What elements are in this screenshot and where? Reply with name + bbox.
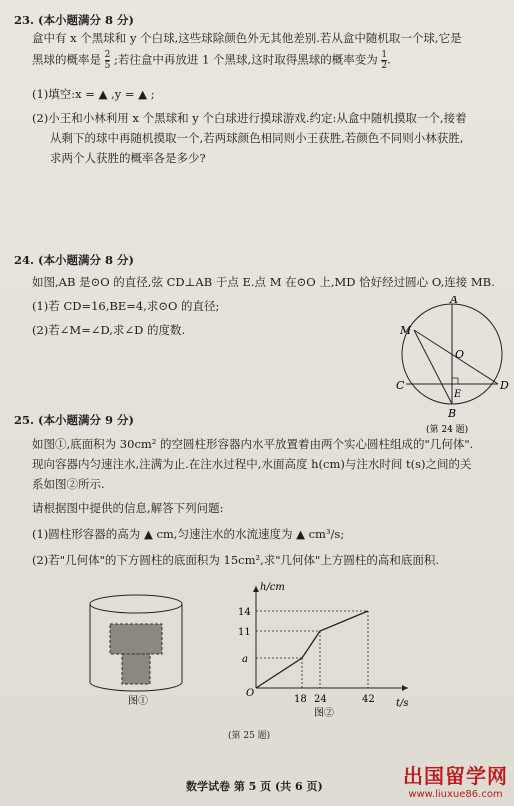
x-axis-arrow: [402, 685, 408, 691]
y-axis-label: h/cm: [260, 582, 285, 593]
label-a: A: [450, 296, 458, 306]
q25-part2: (2)若"几何体"的下方圆柱的底面积为 15cm²,求"几何体"上方圆柱的高和底面积.: [32, 553, 439, 567]
x-tick-42: 42: [362, 694, 375, 705]
q23-part2-line1: (2)小王和小林利用 x 个黑球和 y 个白球进行摸球游戏.约定:从盒中随机摸取一个,接着: [32, 111, 467, 125]
q25-part1: (1)圆柱形容器的高为 ▲ cm,匀速注水的水流速度为 ▲ cm³/s;: [32, 527, 345, 541]
q23-part2-line2: 从剩下的球中再随机摸取一个,若两球颜色相同则小王获胜,若颜色不同则小林获胜,: [50, 131, 464, 145]
q23-part1: (1)填空:x = ▲ ,y = ▲ ;: [32, 87, 155, 101]
q25-header: 25. (本小题满分 9 分): [14, 413, 134, 427]
label-b: B: [448, 407, 457, 420]
label-c: C: [396, 379, 405, 392]
q23-line2-a: 黑球的概率是: [32, 52, 101, 67]
q23-header: 23. (本小题满分 8 分): [14, 13, 134, 27]
x-tick-24: 24: [314, 694, 327, 705]
fraction-2-5: $\frac{2}{5}$: [104, 50, 111, 71]
q25-line1: 如图①,底面积为 30cm² 的空圆柱形容器内水平放置着由两个实心圆柱组成的"几何体".: [32, 437, 474, 451]
y-tick-11: 11: [238, 627, 251, 638]
q23-line1: 盒中有 x 个黑球和 y 个白球,这些球除颜色外无其他差别.若从盒中随机取一个球,它是: [32, 31, 462, 45]
q25-line2: 现向容器内匀速注水,注满为止.在注水过程中,水面高度 h(cm)与注水时间 t(s)之间的关: [32, 457, 472, 471]
right-angle-mark: [452, 378, 458, 384]
origin-label: O: [246, 688, 255, 699]
y-axis-arrow: [253, 586, 259, 592]
label-o: O: [455, 348, 465, 361]
container-top: [90, 595, 182, 613]
q24-header: 24. (本小题满分 8 分): [14, 253, 134, 267]
q24-part1: (1)若 CD=16,BE=4,求⊙O 的直径;: [32, 299, 220, 313]
cylinder-figure: [84, 590, 194, 710]
water-level-chart: [228, 578, 418, 718]
x-axis-label: t/s: [396, 698, 409, 709]
y-tick-a: a: [242, 654, 248, 665]
water-level-line: [256, 611, 368, 688]
x-tick-18: 18: [294, 694, 307, 705]
watermark-logo: [403, 760, 508, 800]
label-m: M: [400, 324, 412, 337]
q23-part2-line3: 求两个人获胜的概率各是多少?: [50, 151, 206, 165]
q24-part2: (2)若∠M=∠D,求∠D 的度数.: [32, 323, 186, 337]
label-e: E: [454, 389, 462, 400]
q25-caption: (第 25 题): [228, 731, 271, 741]
line-mb: [414, 330, 452, 404]
upper-solid-cylinder: [110, 624, 162, 654]
q25-line4: 请根据图中提供的信息,解答下列问题:: [32, 501, 224, 515]
y-tick-14: 14: [238, 607, 251, 618]
page-footer: 数学试卷 第 5 页 (共 6 页): [186, 780, 323, 793]
fraction-1-2: $\frac{1}{2}$: [381, 50, 388, 71]
watermark-cn: 出国留学网: [403, 764, 508, 788]
q25-line3: 系如图②所示.: [32, 477, 105, 491]
fig1-caption: 图①: [128, 696, 148, 707]
q24-line1: 如图,AB 是⊙O 的直径,弦 CD⊥AB 于点 E.点 M 在⊙O 上,MD 恰好经过圆心 O,连接 MB.: [32, 275, 495, 289]
label-d: D: [500, 379, 509, 392]
fig2-caption: 图②: [314, 708, 334, 718]
q24-caption: (第 24 题): [426, 425, 469, 434]
watermark-url: www.liuxue86.com: [408, 789, 503, 800]
q23-line2-b: ;若往盒中再放进 1 个黑球,这时取得黑球的概率变为: [114, 52, 378, 67]
q24-circle-figure: [392, 296, 514, 434]
q23-line2: 黑球的概率是 $\frac{2}{5}$ ;若往盒中再放进 1 个黑球,这时取得黑球的概率变为 $\frac{1}{2}$ .: [32, 50, 391, 71]
lower-solid-cylinder: [122, 654, 150, 684]
